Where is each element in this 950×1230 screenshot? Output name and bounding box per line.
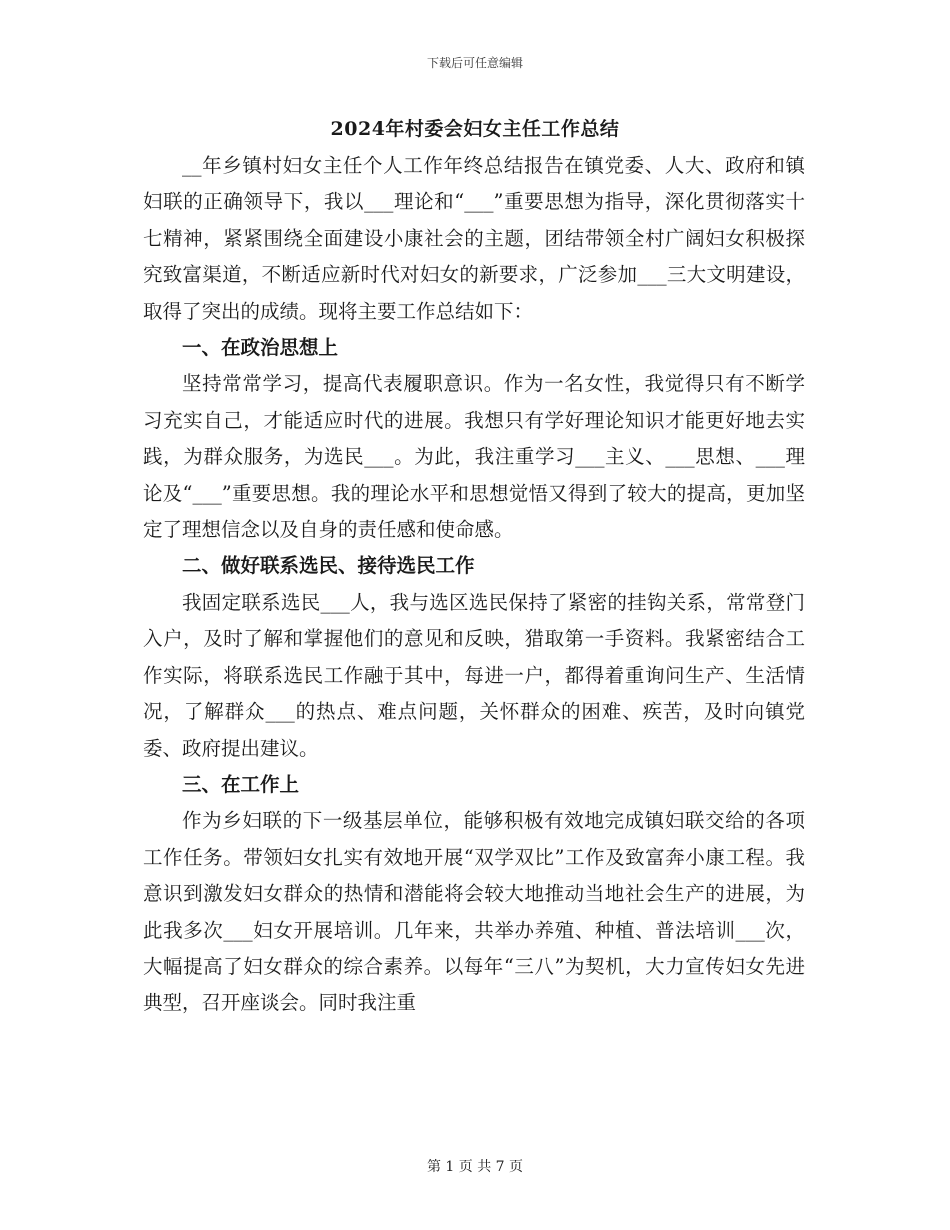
page-number: 第 1 页 共 7 页	[426, 1159, 524, 1175]
section-heading-political: 一、在政治思想上	[182, 336, 339, 360]
section-body-voters: 我固定联系选民___人，我与选区选民保持了紧密的挂钩关系，常常登门入户，及时了解和掌握他们的意见和反映，猎取第一手资料。我紧密结合工作实际，将联系选民工作融于其中，每进一户，都得着重询问生产、生活情况，了解群众___的热点、难点问题，关怀群众的困难、疾苦，及时向镇党委、政府提出建议。	[143, 590, 805, 760]
section-heading-work: 三、在工作上	[182, 772, 300, 796]
intro-paragraph: __年乡镇村妇女主任个人工作年终总结报告在镇党委、人大、政府和镇妇联的正确领导下，我以___理论和“___”重要思想为指导，深化贯彻落实十七精神，紧紧围绕全面建设小康社会的主题，团结带领全村广阔妇女积极探究致富渠道，不断适应新时代对妇女的新要求，广泛参加___三大文明建设，取得了突出的成绩。现将主要工作总结如下：	[143, 154, 805, 323]
document-body	[143, 148, 805, 1022]
page-header-note: 下载后可任意编辑	[426, 56, 523, 70]
section-body-work: 作为乡妇联的下一级基层单位，能够积极有效地完成镇妇联交给的各项工作任务。带领妇女扎实有效地开展“双学双比”工作及致富奔小康工程。我意识到激发妇女群众的热情和潜能将会较大地推动当地社会生产的进展，为此我多次___妇女开展培训。几年来，共举办养殖、种植、普法培训___次，大幅提高了妇女群众的综合素养。以每年“三八”为契机，大力宣传妇女先进典型，召开座谈会。同时我注重	[143, 809, 805, 1015]
section-body-political: 坚持常常学习，提高代表履职意识。作为一名女性，我觉得只有不断学习充实自己，才能适应时代的进展。我想只有学好理论知识才能更好地去实践，为群众服务，为选民___。为此，我注重学习___主义、___思想、___理论及“___”重要思想。我的理论水平和思想觉悟又得到了较大的提高，更加坚定了理想信念以及自身的责任感和使命感。	[143, 372, 805, 542]
section-heading-voters: 二、做好联系选民、接待选民工作	[182, 554, 475, 578]
document-title: 2024年村委会妇女主任工作总结	[330, 118, 620, 140]
